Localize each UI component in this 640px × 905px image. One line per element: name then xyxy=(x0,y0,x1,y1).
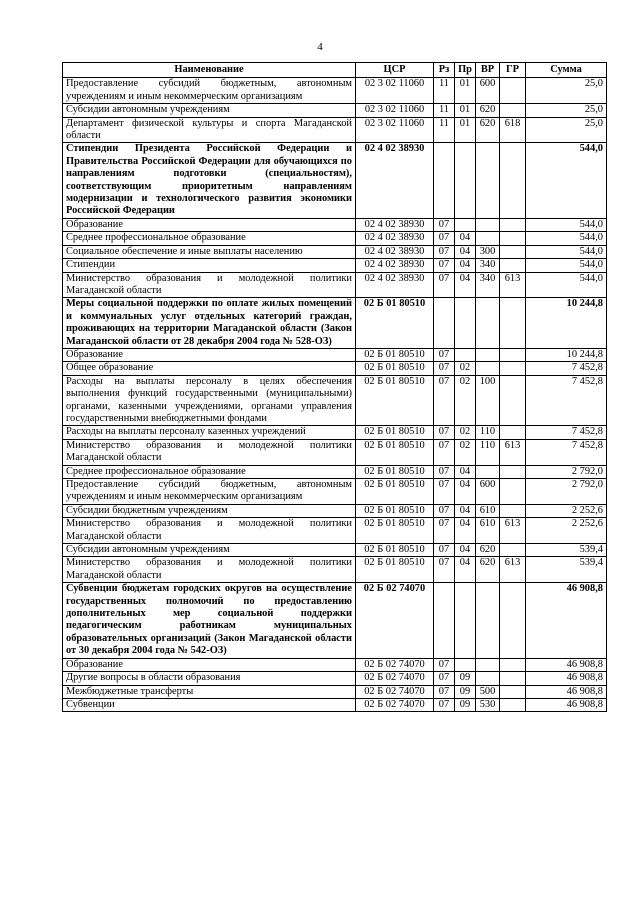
cell-pr xyxy=(455,348,476,361)
table-row xyxy=(63,557,607,583)
cell-rz: 07 xyxy=(434,218,455,231)
table-row xyxy=(63,672,607,685)
cell-name: Межбюджетные трансферты xyxy=(63,685,356,698)
table-body xyxy=(63,78,607,712)
cell-pr: 02 xyxy=(455,375,476,426)
cell-sum: 539,4 xyxy=(526,544,607,557)
cell-name: Министерство образования и молодежной политики Магаданской области xyxy=(63,272,356,298)
cell-rz: 07 xyxy=(434,557,455,583)
cell-sum: 46 908,8 xyxy=(526,658,607,671)
table-row xyxy=(63,544,607,557)
cell-name: Социальное обеспечение и иные выплаты населению xyxy=(63,245,356,258)
cell-gr xyxy=(500,426,526,439)
cell-sum: 7 452,8 xyxy=(526,439,607,465)
cell-rz: 07 xyxy=(434,375,455,426)
cell-csr: 02 Б 01 80510 xyxy=(356,504,434,517)
header-vr: ВР xyxy=(476,63,500,78)
cell-sum: 544,0 xyxy=(526,232,607,245)
header-rz: Рз xyxy=(434,63,455,78)
cell-gr xyxy=(500,465,526,478)
cell-sum: 7 452,8 xyxy=(526,375,607,426)
cell-gr: 613 xyxy=(500,518,526,544)
cell-csr: 02 Б 02 74070 xyxy=(356,698,434,711)
cell-sum: 2 252,6 xyxy=(526,504,607,517)
cell-vr xyxy=(476,232,500,245)
cell-name: Образование xyxy=(63,218,356,231)
cell-sum: 544,0 xyxy=(526,259,607,272)
cell-name: Стипендии xyxy=(63,259,356,272)
cell-name: Субвенции бюджетам городских округов на осуществление государственных полномочий по предоставлению дополнительных мер социальной поддержки педагогическим работникам муниципальных образовательных организаций (Закон Магаданской области от 30 декабря 2004 года № 542-ОЗ) xyxy=(63,583,356,658)
cell-name: Министерство образования и молодежной политики Магаданской области xyxy=(63,518,356,544)
cell-csr: 02 4 02 38930 xyxy=(356,272,434,298)
table-row xyxy=(63,232,607,245)
cell-gr: 618 xyxy=(500,117,526,143)
cell-name: Субсидии автономным учреждениям xyxy=(63,104,356,117)
table-row xyxy=(63,218,607,231)
page-number: 4 xyxy=(317,41,323,53)
cell-vr: 610 xyxy=(476,518,500,544)
cell-gr xyxy=(500,348,526,361)
cell-pr xyxy=(455,143,476,218)
cell-sum: 25,0 xyxy=(526,104,607,117)
cell-gr xyxy=(500,78,526,104)
cell-pr: 04 xyxy=(455,272,476,298)
cell-csr: 02 Б 01 80510 xyxy=(356,426,434,439)
table-row xyxy=(63,518,607,544)
cell-vr xyxy=(476,143,500,218)
table-row xyxy=(63,143,607,218)
header-name: Наименование xyxy=(63,63,356,78)
header-row xyxy=(63,63,607,78)
table-row xyxy=(63,104,607,117)
header-gr: ГР xyxy=(500,63,526,78)
cell-vr xyxy=(476,348,500,361)
table-row xyxy=(63,348,607,361)
cell-gr xyxy=(500,544,526,557)
cell-sum: 2 252,6 xyxy=(526,518,607,544)
cell-csr: 02 Б 01 80510 xyxy=(356,479,434,505)
cell-name: Другие вопросы в области образования xyxy=(63,672,356,685)
cell-pr: 04 xyxy=(455,465,476,478)
cell-name: Среднее профессиональное образование xyxy=(63,232,356,245)
cell-sum: 7 452,8 xyxy=(526,426,607,439)
cell-sum: 2 792,0 xyxy=(526,479,607,505)
header-sum: Сумма xyxy=(526,63,607,78)
cell-vr xyxy=(476,672,500,685)
cell-sum: 46 908,8 xyxy=(526,685,607,698)
cell-rz: 07 xyxy=(434,439,455,465)
table-row xyxy=(63,298,607,349)
cell-csr: 02 4 02 38930 xyxy=(356,245,434,258)
cell-pr: 01 xyxy=(455,104,476,117)
table-row xyxy=(63,245,607,258)
cell-pr xyxy=(455,658,476,671)
cell-gr xyxy=(500,658,526,671)
cell-pr xyxy=(455,583,476,658)
cell-gr xyxy=(500,245,526,258)
cell-rz xyxy=(434,583,455,658)
cell-csr: 02 Б 01 80510 xyxy=(356,465,434,478)
cell-vr xyxy=(476,583,500,658)
cell-pr: 01 xyxy=(455,78,476,104)
cell-name: Образование xyxy=(63,658,356,671)
cell-vr: 500 xyxy=(476,685,500,698)
table-row xyxy=(63,259,607,272)
cell-name: Меры социальной поддержки по оплате жилых помещений и коммунальных услуг отдельных категорий граждан, проживающих на территории Магаданской области (Закон Магаданской области от 28 декабря 2004 года № 528-ОЗ) xyxy=(63,298,356,349)
cell-name: Образование xyxy=(63,348,356,361)
table-row xyxy=(63,465,607,478)
cell-rz: 07 xyxy=(434,426,455,439)
table-row xyxy=(63,479,607,505)
cell-pr: 09 xyxy=(455,672,476,685)
cell-vr: 620 xyxy=(476,117,500,143)
cell-sum: 10 244,8 xyxy=(526,348,607,361)
cell-rz: 07 xyxy=(434,245,455,258)
cell-csr: 02 4 02 38930 xyxy=(356,218,434,231)
cell-csr: 02 Б 01 80510 xyxy=(356,557,434,583)
cell-sum: 539,4 xyxy=(526,557,607,583)
cell-rz: 11 xyxy=(434,117,455,143)
cell-name: Субсидии бюджетным учреждениям xyxy=(63,504,356,517)
cell-vr: 620 xyxy=(476,557,500,583)
cell-pr: 02 xyxy=(455,426,476,439)
cell-gr xyxy=(500,362,526,375)
cell-sum: 46 908,8 xyxy=(526,672,607,685)
table-row xyxy=(63,362,607,375)
cell-vr xyxy=(476,362,500,375)
cell-sum: 10 244,8 xyxy=(526,298,607,349)
cell-csr: 02 3 02 11060 xyxy=(356,117,434,143)
table-row xyxy=(63,117,607,143)
cell-sum: 7 452,8 xyxy=(526,362,607,375)
cell-pr: 02 xyxy=(455,439,476,465)
cell-pr: 02 xyxy=(455,362,476,375)
cell-csr: 02 Б 01 80510 xyxy=(356,439,434,465)
cell-sum: 544,0 xyxy=(526,272,607,298)
cell-vr: 620 xyxy=(476,544,500,557)
cell-rz: 07 xyxy=(434,672,455,685)
cell-gr: 613 xyxy=(500,557,526,583)
cell-vr xyxy=(476,658,500,671)
cell-csr: 02 4 02 38930 xyxy=(356,259,434,272)
cell-gr xyxy=(500,672,526,685)
cell-pr: 09 xyxy=(455,698,476,711)
cell-pr: 04 xyxy=(455,557,476,583)
cell-rz: 07 xyxy=(434,698,455,711)
cell-csr: 02 4 02 38930 xyxy=(356,143,434,218)
cell-pr: 09 xyxy=(455,685,476,698)
cell-gr xyxy=(500,583,526,658)
cell-vr xyxy=(476,298,500,349)
cell-vr: 610 xyxy=(476,504,500,517)
table-row xyxy=(63,583,607,658)
table-row xyxy=(63,685,607,698)
cell-rz: 07 xyxy=(434,232,455,245)
cell-csr: 02 Б 01 80510 xyxy=(356,375,434,426)
cell-rz: 07 xyxy=(434,685,455,698)
cell-sum: 544,0 xyxy=(526,245,607,258)
cell-pr: 04 xyxy=(455,544,476,557)
cell-name: Департамент физической культуры и спорта Магаданской области xyxy=(63,117,356,143)
cell-pr: 04 xyxy=(455,518,476,544)
cell-gr xyxy=(500,698,526,711)
cell-vr: 340 xyxy=(476,259,500,272)
cell-rz xyxy=(434,298,455,349)
cell-sum: 544,0 xyxy=(526,218,607,231)
cell-gr: 613 xyxy=(500,272,526,298)
table-row xyxy=(63,272,607,298)
cell-csr: 02 Б 01 80510 xyxy=(356,348,434,361)
cell-sum: 46 908,8 xyxy=(526,583,607,658)
cell-gr xyxy=(500,104,526,117)
cell-vr: 600 xyxy=(476,78,500,104)
cell-vr: 600 xyxy=(476,479,500,505)
header-csr: ЦСР xyxy=(356,63,434,78)
cell-gr xyxy=(500,259,526,272)
cell-gr: 613 xyxy=(500,439,526,465)
cell-rz: 07 xyxy=(434,272,455,298)
cell-rz: 07 xyxy=(434,658,455,671)
cell-gr xyxy=(500,218,526,231)
cell-sum: 544,0 xyxy=(526,143,607,218)
cell-vr: 530 xyxy=(476,698,500,711)
cell-gr xyxy=(500,143,526,218)
cell-vr xyxy=(476,218,500,231)
cell-pr: 04 xyxy=(455,479,476,505)
cell-vr: 340 xyxy=(476,272,500,298)
cell-rz: 07 xyxy=(434,348,455,361)
cell-vr: 300 xyxy=(476,245,500,258)
cell-name: Министерство образования и молодежной политики Магаданской области xyxy=(63,439,356,465)
cell-rz: 07 xyxy=(434,544,455,557)
cell-gr xyxy=(500,685,526,698)
cell-pr: 01 xyxy=(455,117,476,143)
cell-pr xyxy=(455,298,476,349)
cell-pr xyxy=(455,218,476,231)
cell-rz: 11 xyxy=(434,104,455,117)
table-row xyxy=(63,658,607,671)
cell-name: Субвенции xyxy=(63,698,356,711)
cell-csr: 02 Б 01 80510 xyxy=(356,518,434,544)
cell-pr: 04 xyxy=(455,504,476,517)
cell-vr: 110 xyxy=(476,439,500,465)
cell-sum: 25,0 xyxy=(526,117,607,143)
cell-rz: 07 xyxy=(434,479,455,505)
cell-vr: 100 xyxy=(476,375,500,426)
cell-csr: 02 Б 02 74070 xyxy=(356,583,434,658)
cell-name: Среднее профессиональное образование xyxy=(63,465,356,478)
cell-csr: 02 Б 01 80510 xyxy=(356,298,434,349)
cell-pr: 04 xyxy=(455,245,476,258)
cell-sum: 25,0 xyxy=(526,78,607,104)
cell-vr: 620 xyxy=(476,104,500,117)
cell-vr xyxy=(476,465,500,478)
cell-vr: 110 xyxy=(476,426,500,439)
cell-sum: 46 908,8 xyxy=(526,698,607,711)
cell-csr: 02 Б 02 74070 xyxy=(356,672,434,685)
cell-rz: 07 xyxy=(434,518,455,544)
cell-name: Стипендии Президента Российской Федерации и Правительства Российской Федерации для обучающихся по направлениям подготовки (специальностям), соответствующим приоритетным направлениям модернизации и технологического развития экономики Российской Федерации xyxy=(63,143,356,218)
cell-pr: 04 xyxy=(455,232,476,245)
table-row xyxy=(63,698,607,711)
cell-name: Расходы на выплаты персоналу в целях обеспечения выполнения функций государственными (муниципальными) органами, казенными учреждениями, органами управления государственными внебюджетными фондами xyxy=(63,375,356,426)
cell-pr: 04 xyxy=(455,259,476,272)
cell-rz: 11 xyxy=(434,78,455,104)
table-row xyxy=(63,504,607,517)
cell-csr: 02 3 02 11060 xyxy=(356,104,434,117)
cell-rz: 07 xyxy=(434,504,455,517)
cell-name: Расходы на выплаты персоналу казенных учреждений xyxy=(63,426,356,439)
cell-name: Министерство образования и молодежной политики Магаданской области xyxy=(63,557,356,583)
cell-csr: 02 Б 01 80510 xyxy=(356,544,434,557)
header-pr: Пр xyxy=(455,63,476,78)
table-row xyxy=(63,439,607,465)
cell-name: Общее образование xyxy=(63,362,356,375)
cell-csr: 02 Б 01 80510 xyxy=(356,362,434,375)
cell-rz: 07 xyxy=(434,362,455,375)
cell-name: Субсидии автономным учреждениям xyxy=(63,544,356,557)
table-row xyxy=(63,375,607,426)
cell-gr xyxy=(500,479,526,505)
cell-gr xyxy=(500,232,526,245)
table-row xyxy=(63,426,607,439)
cell-csr: 02 Б 02 74070 xyxy=(356,658,434,671)
budget-table xyxy=(62,62,607,712)
table-row xyxy=(63,78,607,104)
cell-csr: 02 3 02 11060 xyxy=(356,78,434,104)
cell-csr: 02 4 02 38930 xyxy=(356,232,434,245)
cell-sum: 2 792,0 xyxy=(526,465,607,478)
cell-rz: 07 xyxy=(434,465,455,478)
cell-rz: 07 xyxy=(434,259,455,272)
cell-name: Предоставление субсидий бюджетным, автономным учреждениям и иным некоммерческим организациям xyxy=(63,78,356,104)
cell-name: Предоставление субсидий бюджетным, автономным учреждениям и иным некоммерческим организациям xyxy=(63,479,356,505)
cell-gr xyxy=(500,298,526,349)
cell-rz xyxy=(434,143,455,218)
cell-gr xyxy=(500,375,526,426)
cell-csr: 02 Б 02 74070 xyxy=(356,685,434,698)
cell-gr xyxy=(500,504,526,517)
